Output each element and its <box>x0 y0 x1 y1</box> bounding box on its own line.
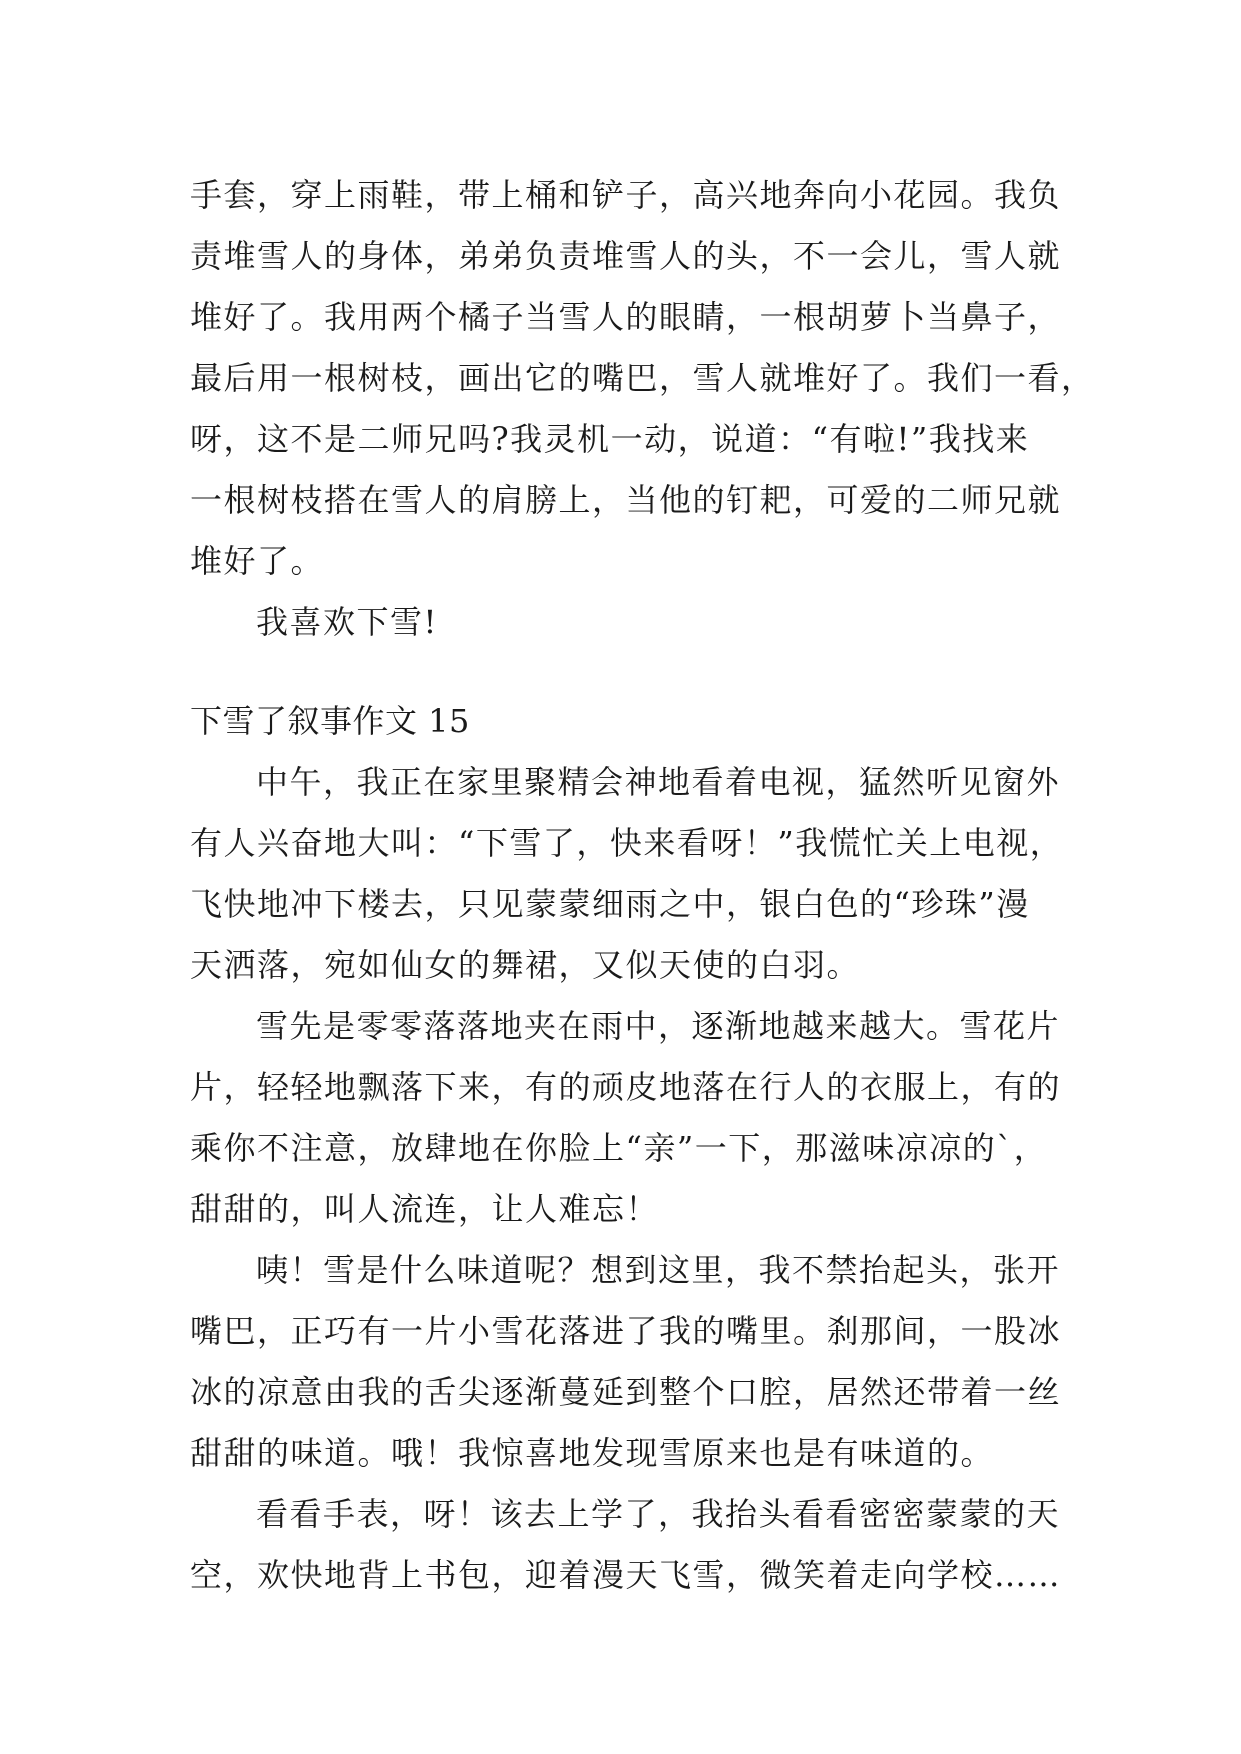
paragraph <box>190 592 1070 653</box>
text-line: 嘴巴，正巧有一片小雪花落进了我的嘴里。刹那间，一股冰 <box>190 1312 1062 1350</box>
text-line: 甜甜的，叫人流连，让人难忘！ <box>190 1190 660 1228</box>
text-line: 堆好了。 <box>190 542 325 580</box>
text-line: 一根树枝搭在雪人的肩膀上，当他的钉耙，可爱的二师兄就 <box>190 481 1062 519</box>
section-gap <box>190 653 1070 691</box>
text-line: 天洒落，宛如仙女的舞裙，又似天使的白羽。 <box>190 946 861 984</box>
text-line: 甜甜的味道。哦！我惊喜地发现雪原来也是有味道的。 <box>190 1434 995 1472</box>
text-line: 呀，这不是二师兄吗?我灵机一动，说道：“有啦!”我找来 <box>190 420 1030 458</box>
paragraph <box>190 165 1095 592</box>
paragraph <box>190 996 1070 1240</box>
text-line: 乘你不注意，放肆地在你脸上“亲”一下，那滋味凉凉的`， <box>190 1129 1048 1167</box>
text-line: 有人兴奋地大叫：“下雪了，快来看呀！”我慌忙关上电视， <box>190 824 1064 862</box>
paragraph <box>190 1240 1070 1484</box>
text-line: 责堆雪人的身体，弟弟负责堆雪人的头，不一会儿，雪人就 <box>190 237 1062 275</box>
paragraph <box>190 752 1070 996</box>
text-line: 雪先是零零落落地夹在雨中，逐渐地越来越大。雪花片 <box>256 1007 1061 1045</box>
text-line: 中午，我正在家里聚精会神地看着电视，猛然听见窗外 <box>256 763 1061 801</box>
paragraph <box>190 1484 1070 1606</box>
text-line: 手套，穿上雨鞋，带上桶和铲子，高兴地奔向小花园。我负 <box>190 176 1062 214</box>
text-line: 飞快地冲下楼去，只见蒙蒙细雨之中，银白色的“珍珠”漫 <box>190 885 1030 923</box>
section-title: 下雪了叙事作文 15 <box>190 702 470 740</box>
text-line: 堆好了。我用两个橘子当雪人的眼睛，一根胡萝卜当鼻子， <box>190 298 1062 336</box>
text-line: 空，欢快地背上书包，迎着漫天飞雪，微笑着走向学校…… <box>190 1556 1062 1594</box>
text-line: 片，轻轻地飘落下来，有的顽皮地落在行人的衣服上，有的 <box>190 1068 1062 1106</box>
text-line: 看看手表，呀！该去上学了，我抬头看看密密蒙蒙的天 <box>256 1495 1061 1533</box>
text-line: 冰的凉意由我的舌尖逐渐蔓延到整个口腔，居然还带着一丝 <box>190 1373 1062 1411</box>
text-line: 最后用一根树枝，画出它的嘴巴，雪人就堆好了。我们一看， <box>190 359 1095 397</box>
document-body <box>190 165 1095 1606</box>
closing-line: 我喜欢下雪! <box>256 603 438 641</box>
text-line: 咦！雪是什么味道呢？想到这里，我不禁抬起头，张开 <box>256 1251 1061 1289</box>
